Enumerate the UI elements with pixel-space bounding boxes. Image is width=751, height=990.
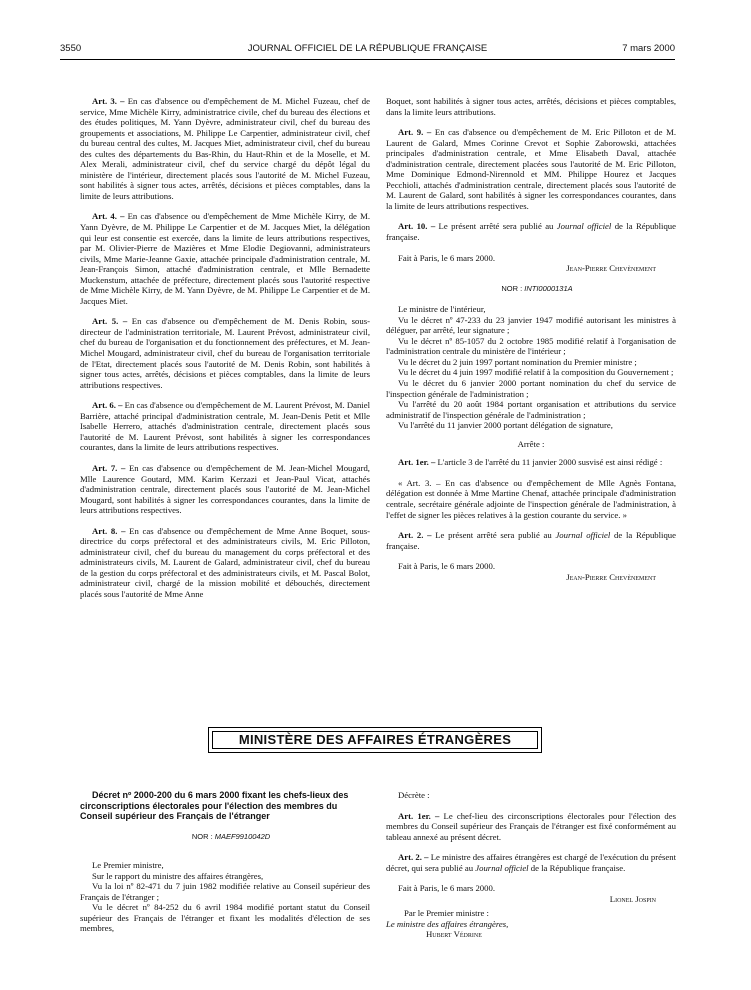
decree-title: Décret nº 2000-200 du 6 mars 2000 fixant les chefs-lieux des circonscriptions électorales pour l'élection des membres du Conseil supérieur des Français de l'étranger <box>80 790 349 821</box>
vu-clause: Vu la loi nº 82-471 du 7 juin 1982 modifiée relative au Conseil supérieur des Français de l'étranger ; <box>80 881 370 902</box>
fait-a-paris: Fait à Paris, le 6 mars 2000. <box>398 252 495 263</box>
issue-date: 7 mars 2000 <box>622 43 675 54</box>
nor-reference: NOR : INTI0000131A <box>501 283 573 293</box>
journal-title: JOURNAL OFFICIEL DE LA RÉPUBLIQUE FRANÇAISE <box>247 43 488 54</box>
vu-clause: Vu le décret du 4 juin 1997 modifié relatif à la composition du Gouvernement ; <box>398 367 674 378</box>
article-2: Art. 2. – Le ministre des affaires étrangères est chargé de l'exécution du présent décret, qui sera publié au Journal officiel de la République française. <box>386 852 676 873</box>
left-column-top <box>80 96 370 610</box>
rapport-line: Sur le rapport du ministre des affaires étrangères, <box>92 870 264 881</box>
article-5: Art. 5. – En cas d'absence ou d'empêchement de M. Denis Robin, sous-directeur de l'administration territoriale, M. Laurent Prévost, administrateur civil, chef du bureau de l'organisation et du fonctionnement des préfectures, et M. Jean-Michel Mougard, administrateur civil, chef du bureau de l'organisation territoriale de l'Etat, directement placés sous l'autorité de M. Denis Robin, sont habilités à signer tous actes, arrêtés, décisions et pièces comptables, dans la limite de leurs attributions respectives. <box>80 316 370 390</box>
par-le-premier-ministre: Par le Premier ministre : <box>404 908 489 919</box>
article-1: Art. 1er. – L'article 3 de l'arrêté du 11 janvier 2000 susvisé est ainsi rédigé : <box>398 457 663 468</box>
article-6: Art. 6. – En cas d'absence ou d'empêchement de M. Laurent Prévost, M. Daniel Barrière, attaché principal d'administration centrale, M. Jean-Denis Petit et Mlle Isabelle Herrero, attachés d'administration centrale, directement placés sous l'autorité de M. Laurent Prévost, sont habilités à signer les correspondances courantes, dans la limite de leurs attributions respectives. <box>80 400 370 453</box>
article-8: Art. 8. – En cas d'absence ou d'empêchement de Mme Anne Boquet, sous-directrice du corps préfectoral et des administrateurs civils, M. Eric Pilloton, administrateur civil, chef du bureau du management du corps préfectoral et des administrateurs civils, M. Laurent de Galard, administrateur civil, chef du bureau de la gestion du corps préfectoral et des administrateurs civils, et M. Pascal Bolot, administrateur civil, chargé de la mission mobilité et débouchés, directement placés sous l'autorité de Mme Anne <box>80 525 370 599</box>
article-3: Art. 3. – En cas d'absence ou d'empêchement de M. Michel Fuzeau, chef de service, Mme Michèle Kirry, administratrice civile, chef du bureau des élections et des études politiques, M. Yann Dyèvre, administrateur civil, chef du bureau des groupements et associations, M. Philippe Le Carpentier, administrateur civil, chef du bureau central des cultes, M. Jacques Miet, administrateur civil, chef du bureau des cultes des départements du Bas-Rhin, du Haut-Rhin et de la Moselle, et M. Alex Merali, administrateur civil, chef du service chargé du dépôt légal du ministère de l'intérieur, directement placés sous l'autorité de M. Michel Fuzeau, sont habilités à signer tous actes, arrêtés, décisions et pièces comptables, dans la limite de leurs attributions. <box>80 96 370 201</box>
ministry-banner <box>208 727 542 753</box>
decrete-heading: Décrète : <box>398 790 430 800</box>
vu-clause: Vu l'arrêté du 11 janvier 2000 portant délégation de signature, <box>398 420 613 431</box>
left-column-bottom <box>80 790 370 934</box>
vu-clause: Vu le décret nº 85-1057 du 2 octobre 1985 modifié relatif à l'organisation de l'administration centrale du ministère de l'intérieur ; <box>386 335 676 357</box>
vu-clause: Vu le décret nº 84-252 du 6 avril 1984 modifié portant statut du Conseil supérieur des Français de l'étranger et fixant les modalités d'élection de ses membres, <box>80 902 370 934</box>
article-8-continued: Boquet, sont habilités à signer tous actes, arrêtés, décisions et pièces comptables, dans la limite leurs attributions. <box>386 96 676 117</box>
article-2: Art. 2. – Le présent arrêté sera publié au Journal officiel de la République française. <box>386 530 677 551</box>
vu-clause: Vu l'arrêté du 20 août 1984 portant organisation et attributions du service administratif de l'inspection générale de l'administration ; <box>386 399 676 420</box>
minister-title: Le ministre des affaires étrangères, <box>386 918 509 929</box>
article-1: Art. 1er. – Le chef-lieu des circonscriptions électorales pour l'élection des membres du Conseil supérieur des Français de l'étranger est fixé conformément au tableau annexé au présent décret. <box>386 810 676 842</box>
fait-a-paris: Fait à Paris, le 6 mars 2000. <box>398 883 495 894</box>
minister-signature: Hubert Védrine <box>426 929 482 940</box>
article-7: Art. 7. – En cas d'absence ou d'empêchement de M. Jean-Michel Mougard, Mlle Laurence Goutard, MM. Karim Kerzazi et Jean-Paul Vicat, attachés d'administration centrale, directement placés sous l'autorité de M. Jean-Michel Mougard, sont habilités à signer les correspondances courantes, dans la limite de leurs attributions respectives. <box>80 462 370 516</box>
article-10: Art. 10. – Le présent arrêté sera publié au Journal officiel de la République française. <box>386 221 677 243</box>
signature: Jean-Pierre Chevènement <box>566 263 656 274</box>
signature: Lionel Jospin <box>609 893 656 904</box>
page-header <box>60 43 675 57</box>
article-9: Art. 9. – En cas d'absence ou d'empêchement de M. Eric Pilloton et de M. Laurent de Galard, Mmes Corinne Crevot et Sophie Zaborowski, attachées principales d'administration centrale, et Mme Elisabeth Daval, attachée d'administration centrale, directement placées sous l'autorité de M. Eric Pilloton, Mme Dominique Edmond-Nirennold et MM. Philippe Hourez et Jacques Pecchioli, attachés d'administration centrale, directement placés sous l'autorité de M. Laurent de Galard, sont habilités à signer les correspondances courantes, dans la limite de leurs attributions respectives. <box>386 127 676 211</box>
right-column-bottom <box>386 790 676 940</box>
vu-clause: Vu le décret du 6 janvier 2000 portant nomination du chef du service de l'inspection générale de l'administration ; <box>386 378 676 399</box>
ministry-banner-title: MINISTÈRE DES AFFAIRES ÉTRANGÈRES <box>212 731 538 749</box>
vu-clause: Vu le décret du 2 juin 1997 portant nomination du Premier ministre ; <box>398 356 637 367</box>
nor-reference: NOR : MAEF9910042D <box>191 831 271 841</box>
vu-clause: Vu le décret nº 47-233 du 23 janvier 1947 modifié autorisant les ministres à déléguer, par arrêté, leur signature ; <box>386 314 676 336</box>
article-4: Art. 4. – En cas d'absence ou d'empêchement de Mme Michèle Kirry, de M. Yann Dyèvre, de M. Philippe Le Carpentier et de M. Jacques Miet, la délégation qui leur est consentie est exercée, dans la limite de leurs attributions respectives, par M. Olivier-Pierre de Mazières et Mme Elodie Degiovanni, administrateurs civils, Mme Marie-Jeanne Gaxie, attachée principale d'administration centrale, M. Jean-François Simon, attaché d'administration centrale, et Mlle Bernadette Muckenstum, attachée de préfecture, directement placés sous l'autorité respective de Mme Michèle Kirry, de M. Yann Dyèvre, de M. Philippe Le Carpentier et de M. Jacques Miet. <box>80 211 370 306</box>
header-rule <box>60 59 675 60</box>
quoted-article-3: « Art. 3. – En cas d'absence ou d'empêchement de Mlle Agnès Fontana, délégation est donnée à Mme Martine Chenaf, attachée principale d'administration centrale, secrétaire générale adjointe de l'inspection générale de l'administration, à l'effet de signer les pièces relatives à la gestion courante du service. » <box>386 477 677 520</box>
fait-a-paris: Fait à Paris, le 6 mars 2000. <box>398 561 495 572</box>
right-column-top <box>386 96 676 592</box>
prime-minister-line: Le Premier ministre, <box>92 860 164 871</box>
minister-line: Le ministre de l'intérieur, <box>398 304 486 315</box>
signature: Jean-Pierre Chevènement <box>566 571 656 582</box>
page-number: 3550 <box>60 43 82 54</box>
arrete-heading: Arrête : <box>517 438 545 449</box>
